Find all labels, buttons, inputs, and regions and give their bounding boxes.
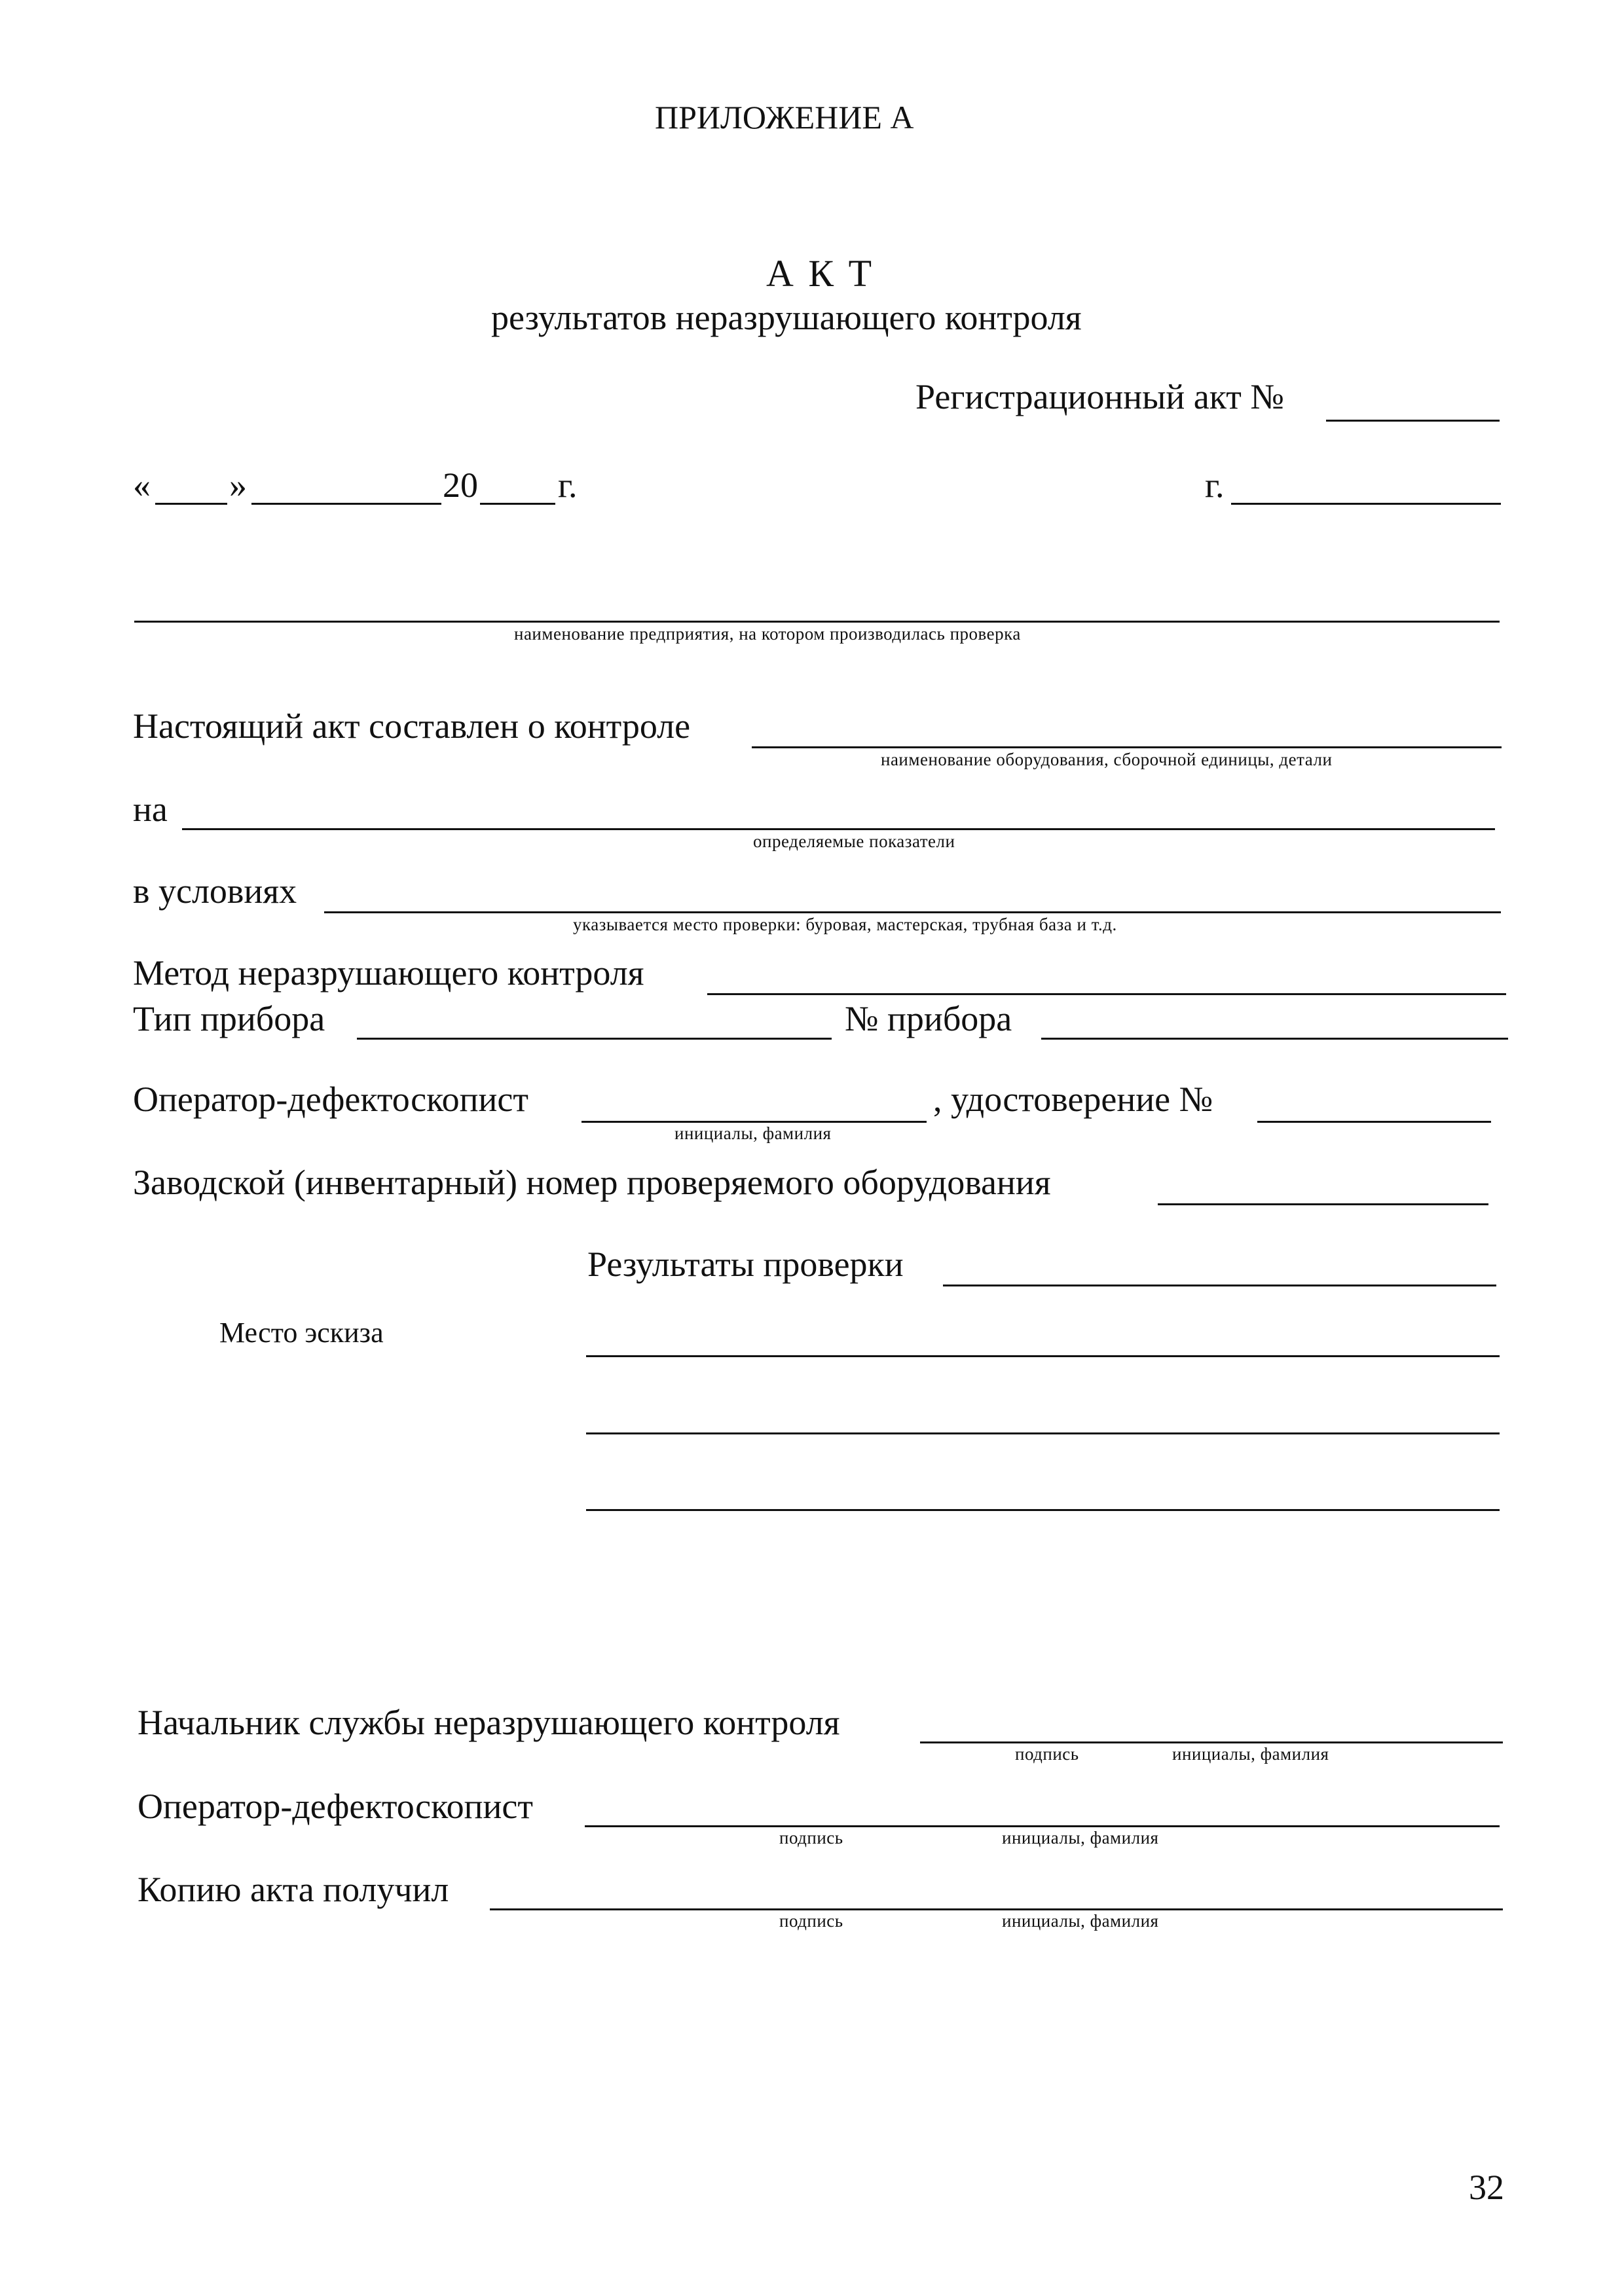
date-month-line[interactable] (251, 503, 441, 505)
operator-label: Оператор-дефектоскопист (133, 1080, 528, 1119)
signature-head-label: Начальник службы неразрушающего контроля (138, 1703, 840, 1742)
signature-copy-caption-name: инициалы, фамилия (1002, 1911, 1159, 1931)
control-of-caption: наименование оборудования, сборочной единицы, детали (881, 750, 1333, 769)
serial-line[interactable] (1158, 1203, 1488, 1205)
operator-caption: инициалы, фамилия (674, 1123, 832, 1143)
date-year-line[interactable] (480, 503, 555, 505)
appendix-heading: ПРИЛОЖЕНИЕ А (655, 99, 914, 136)
signature-head-line[interactable] (920, 1741, 1503, 1743)
method-line[interactable] (707, 993, 1506, 995)
enterprise-caption: наименование предприятия, на котором производилась проверка (514, 624, 1021, 644)
conditions-line[interactable] (324, 911, 1501, 913)
signature-copy-label: Копию акта получил (138, 1870, 449, 1909)
signature-operator-caption-sign: подпись (779, 1828, 843, 1848)
signature-copy-caption-sign: подпись (779, 1911, 843, 1931)
conditions-label: в условиях (133, 871, 297, 911)
certificate-number-line[interactable] (1257, 1121, 1491, 1123)
date-year-prefix: 20 (443, 465, 478, 505)
method-label: Метод неразрушающего контроля (133, 953, 644, 993)
date-close-quote: » (229, 465, 247, 505)
device-type-line[interactable] (357, 1038, 832, 1040)
on-label: на (133, 790, 168, 829)
registration-number-line[interactable] (1326, 420, 1500, 422)
date-open-quote: « (133, 465, 151, 505)
serial-label: Заводской (инвентарный) номер проверяемого оборудования (133, 1163, 1051, 1202)
control-of-label: Настоящий акт составлен о контроле (133, 706, 691, 746)
page-number: 32 (1469, 2168, 1504, 2207)
city-prefix: г. (1205, 465, 1225, 505)
registration-label: Регистрационный акт № (915, 377, 1284, 416)
device-type-label: Тип прибора (133, 999, 325, 1038)
date-day-line[interactable] (155, 503, 227, 505)
document-title: А К Т (766, 252, 874, 295)
results-line-3[interactable] (586, 1432, 1500, 1434)
signature-head-caption-name: инициалы, фамилия (1172, 1744, 1329, 1764)
results-line-1[interactable] (943, 1285, 1496, 1286)
signature-operator-label: Оператор-дефектоскопист (138, 1787, 533, 1826)
enterprise-line[interactable] (134, 621, 1500, 623)
signature-operator-caption-name: инициалы, фамилия (1002, 1828, 1159, 1848)
results-label: Результаты проверки (587, 1245, 904, 1284)
document-subtitle: результатов неразрушающего контроля (491, 298, 1082, 337)
sketch-placeholder-label: Место эскиза (219, 1317, 384, 1349)
on-caption: определяемые показатели (753, 831, 955, 851)
signature-copy-line[interactable] (490, 1908, 1503, 1910)
operator-name-line[interactable] (581, 1121, 927, 1123)
device-number-line[interactable] (1041, 1038, 1508, 1040)
results-line-2[interactable] (586, 1355, 1500, 1357)
certificate-label: , удостоверение № (933, 1080, 1213, 1119)
on-line[interactable] (182, 828, 1495, 830)
signature-operator-line[interactable] (585, 1825, 1500, 1827)
control-of-line[interactable] (752, 746, 1502, 748)
results-line-4[interactable] (586, 1509, 1500, 1511)
signature-head-caption-sign: подпись (1015, 1744, 1079, 1764)
date-year-suffix: г. (558, 465, 578, 505)
device-number-label: № прибора (845, 999, 1012, 1038)
conditions-caption: указывается место проверки: буровая, мастерская, трубная база и т.д. (573, 915, 1117, 934)
city-line[interactable] (1231, 503, 1501, 505)
